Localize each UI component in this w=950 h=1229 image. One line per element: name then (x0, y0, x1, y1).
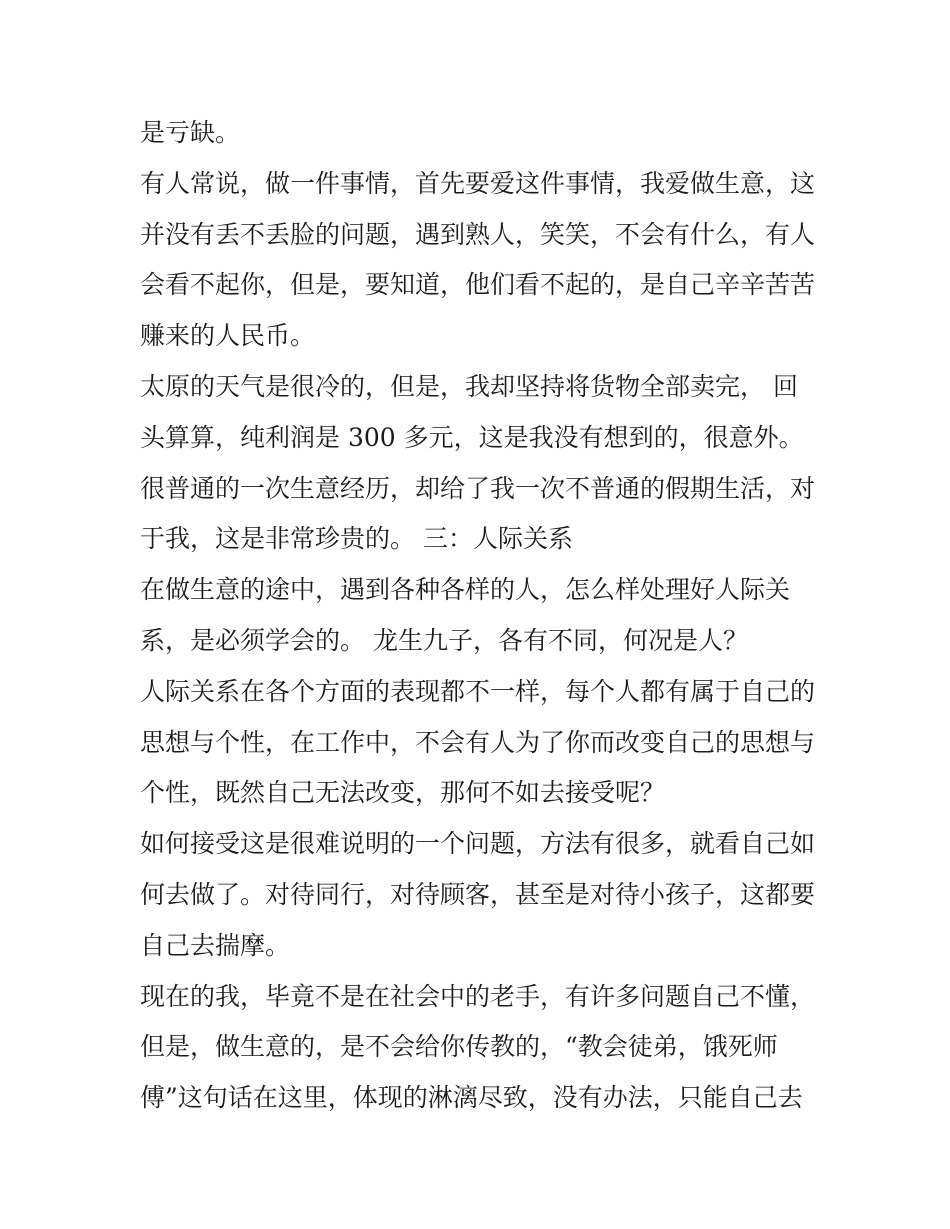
text-line-15: 如何接受这是很难说明的一个问题，方法有很多，就看自己如 (140, 829, 816, 859)
document-body (140, 108, 820, 1124)
text-line-5: 赚来的人民币。 (140, 321, 316, 351)
text-line-20: 傅”这句话在这里，体现的淋漓尽致，没有办法，只能自己去 (140, 1083, 803, 1113)
text-line-13: 思想与个性，在工作中，不会有人为了你而改变自己的思想与 (140, 727, 816, 757)
text-line-6: 太原的天气是很冷的，但是，我却坚持将货物全部卖完， 回 (140, 371, 798, 401)
text-line-2: 有人常说，做一件事情，首先要爱这件事情，我爱做生意，这 (140, 168, 816, 198)
text-line-16: 何去做了。对待同行，对待顾客，甚至是对待小孩子，这都要 (140, 879, 816, 909)
text-line-3: 并没有丢不丢脸的问题，遇到熟人，笑笑，不会有什么，有人 (140, 219, 816, 249)
text-line-8: 很普通的一次生意经历，却给了我一次不普通的假期生活，对 (140, 473, 816, 503)
text-line-11: 系，是必须学会的。 龙生九子，各有不同，何况是人？ (140, 625, 748, 655)
text-line-4: 会看不起你，但是，要知道，他们看不起的，是自己辛辛苦苦 (140, 270, 816, 300)
text-line-10: 在做生意的途中，遇到各种各样的人，怎么样处理好人际关 (140, 575, 791, 605)
text-line-14: 个性，既然自己无法改变，那何不如去接受呢？ (140, 778, 666, 808)
text-line-7: 头算算，纯利润是 300 多元，这是我没有想到的，很意外。 (140, 422, 804, 452)
text-line-12: 人际关系在各个方面的表现都不一样，每个人都有属于自己的 (140, 676, 816, 706)
text-line-17: 自己去揣摩。 (140, 930, 291, 960)
text-line-18: 现在的我，毕竟不是在社会中的老手，有许多问题自己不懂， (140, 981, 816, 1011)
text-line-19: 但是，做生意的，是不会给你传教的，“教会徒弟，饿死师 (140, 1032, 778, 1062)
text-line-9: 于我，这是非常珍贵的。 三：人际关系 (140, 524, 573, 554)
text-line-1: 是亏缺。 (140, 118, 241, 147)
